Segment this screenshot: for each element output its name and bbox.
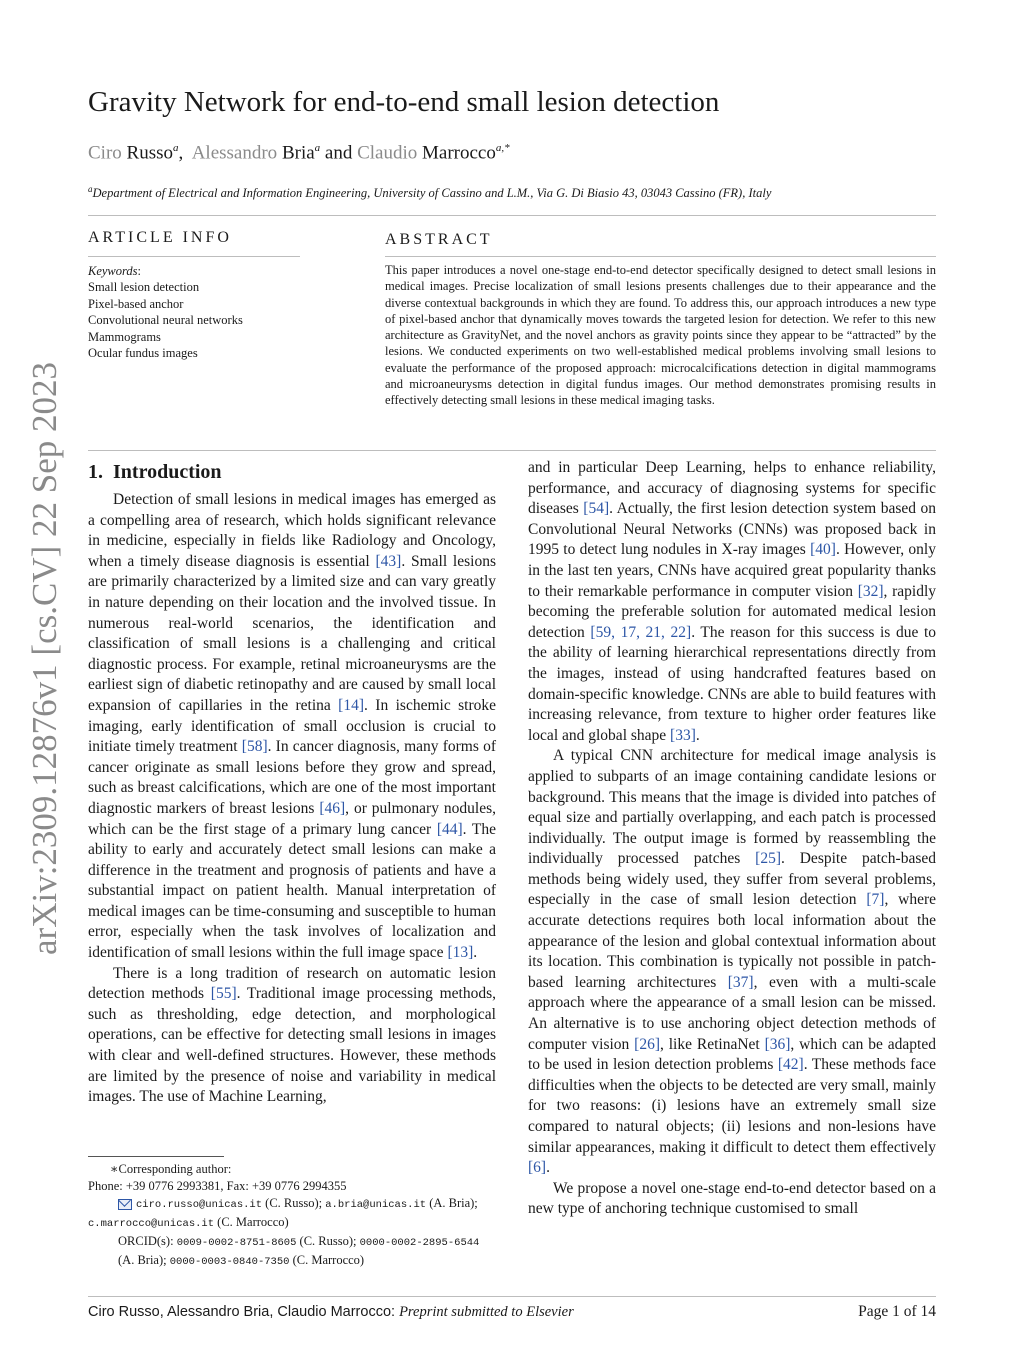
- citation-link[interactable]: [33]: [670, 726, 696, 744]
- citation-link[interactable]: [26]: [634, 1035, 660, 1053]
- text-run: . Actually, the first lesion detection system based on Convolutional Neural Networks (CNNs) was proposed back in 1995 to detect lung nodules in X-ray images: [528, 500, 936, 559]
- citation-link[interactable]: [59, 17, 21, 22]: [590, 623, 692, 641]
- keyword-item: Small lesion detection: [88, 280, 200, 295]
- article-info-rule: [88, 256, 300, 257]
- author-3-family: Marrocco: [422, 142, 496, 164]
- author-3-sup: a,*: [495, 142, 510, 154]
- keyword-item: Ocular fundus images: [88, 346, 198, 361]
- footnote-mark: ∗: [110, 1162, 119, 1176]
- email-owner: (C. Russo);: [262, 1196, 326, 1210]
- affiliation-text: Department of Electrical and Information Engineering, University of Cassino and L.M., Via G. Di Biasio 43, 03043 Cassino (FR), Italy: [92, 186, 772, 201]
- text-run: , which can be adapted to be used in lesion detection problems: [528, 1035, 936, 1074]
- text-run: , like RetinaNet: [660, 1035, 765, 1053]
- email-icon: [118, 1199, 132, 1210]
- citation-link[interactable]: [13]: [447, 944, 474, 962]
- body-paragraph: [88, 964, 496, 1108]
- citation-link[interactable]: [7]: [866, 891, 885, 909]
- citation-link[interactable]: [40]: [810, 541, 836, 559]
- orcid-link[interactable]: 0000-0003-0840-7350: [169, 1256, 290, 1268]
- footer-author-names: Ciro Russo, Alessandro Bria, Claudio Marrocco:: [88, 1304, 400, 1320]
- citation-link[interactable]: [58]: [241, 738, 268, 756]
- abstract-text: This paper introduces a novel one-stage end-to-end detector specifically designed to detect small lesions in medical images. Precise localization of small lesions presents challenges due to their appearance and the diverse contextual backgrounds in which they are found. To address this, our approach introduces a new type of pixel-based anchor that dynamically moves towards the targeted lesion for detection. We refer to this new architecture as GravityNet, and the novel anchors as gravity points since they appear to be “attracted” by the lesions. We conducted experiments on two well-established medical problems involving small lesions to evaluate the performance of the proposed approach: microcalcifications detection in digital mammograms and microaneurysms detection in digital fundus images. Our method demonstrates promising results in effectively detecting small lesions in these medical imaging tasks.: [385, 263, 936, 408]
- text-run: . The reason for this success is due to the ability of learning hierarchical representations directly from the images, instead of using handcrafted features based on domain-specific knowledge. CNNs are able to build features with increasing relevance, from texture to higher order features like local and global shape: [528, 623, 936, 744]
- section-heading: [88, 461, 222, 484]
- orcid-link[interactable]: 0000-0002-2895-6544: [359, 1237, 480, 1249]
- citation-link[interactable]: [43]: [375, 552, 402, 570]
- author-2-sup: a: [314, 142, 321, 154]
- citation-link[interactable]: [14]: [338, 696, 364, 714]
- text-run: There is a long tradition of research on automatic lesion detection methods: [88, 964, 496, 1003]
- text-run: Detection of small lesions in medical images has emerged as a compelling area of research, which holds significant relevance in medicine, especially in fields like Radiology and Oncology, when a timely disease diagnosis is essential: [88, 491, 496, 570]
- author-1-sup: a: [173, 142, 179, 154]
- left-column: [88, 490, 496, 1108]
- orcid-owner: (C. Russo);: [296, 1234, 360, 1248]
- citation-link[interactable]: [55]: [210, 985, 237, 1003]
- abstract-divider: [88, 450, 936, 451]
- text-run: , rapidly becoming the preferable solution for automated medical lesion detection: [528, 582, 937, 641]
- author-2-given: Alessandro: [191, 142, 278, 164]
- header-divider: [88, 215, 936, 216]
- paper-title: Gravity Network for end-to-end small lesion detection: [88, 86, 720, 118]
- corresponding-author: Corresponding author:: [118, 1162, 232, 1176]
- author-2-family: Bria: [281, 142, 315, 164]
- email-link[interactable]: a.bria@unicas.it: [325, 1199, 427, 1211]
- text-run: . However, only in the last ten years, CNNs have acquired great popularity thanks to their remarkable performance in computer vision: [528, 541, 936, 600]
- orcid-owner: (A. Bria);: [118, 1253, 170, 1267]
- keyword-item: Convolutional neural networks: [88, 313, 243, 328]
- page-number: Page 1 of 14: [858, 1303, 936, 1320]
- phone-fax: Phone: +39 0776 2993381, Fax: +39 0776 2994355: [88, 1179, 347, 1193]
- affiliation-sup: a: [88, 184, 93, 194]
- footnote: [88, 1161, 496, 1271]
- text-run: .: [695, 726, 700, 744]
- text-run: . Despite patch-based methods being widely used, they suffer from several problems, especially in the case of small lesion detection: [528, 850, 936, 909]
- affiliation: [88, 184, 771, 201]
- orcid-owner: (C. Marrocco): [289, 1253, 365, 1267]
- text-run: . Small lesions are primarily characterized by a limited size and can vary greatly in nature depending on their location and the involved tissue. In numerous real-world scenarios, the identification and classification of small lesions is a challenging and critical diagnostic process. For example, retinal microaneurysms are the earliest sign of diabetic retinopathy and are caused by small local expansion of capillaries in the retina: [88, 552, 496, 714]
- arxiv-identifier: arXiv:2309.12876v1 [cs.CV] 22 Sep 2023: [25, 361, 64, 955]
- body-paragraph: [528, 1179, 936, 1220]
- citation-link[interactable]: [42]: [777, 1056, 804, 1074]
- citation-link[interactable]: [37]: [727, 973, 754, 991]
- section-title: Introduction: [113, 461, 222, 483]
- text-run: .: [473, 944, 478, 962]
- footnote-rule: [88, 1156, 224, 1157]
- author-3-given: Claudio: [357, 142, 418, 164]
- text-run: , where accurate detections requires both local information about the appearance of the lesion and global contextual information about its location. This combination is typically not possible in patch-based learning architectures: [528, 891, 936, 991]
- citation-link[interactable]: [25]: [755, 850, 781, 868]
- text-run: A typical CNN architecture for medical image analysis is applied to subparts of an image containing candidate lesions or background. This means that the image is divided into patches of equal size and partially overlapping, and each patch is processed individually. The output image is formed by reassembling the individually processed patches: [528, 747, 936, 868]
- keywords-colon: :: [137, 264, 142, 278]
- citation-link[interactable]: [46]: [319, 799, 346, 817]
- text-run: .: [546, 1159, 550, 1177]
- email-owner: (A. Bria);: [426, 1196, 478, 1210]
- keywords-label: Keywords: [88, 264, 138, 278]
- author-1-given: Ciro: [88, 142, 122, 164]
- text-run: . The ability to early and accurately detect small lesions can make a difference in the treatment and prognosis of patients and have a substantial impact on patient health. Manual interpretation of medical images can be time-consuming and susceptible to human error, especially when the task involves of localization and identification of small lesions within the full image space: [88, 820, 496, 962]
- keyword-item: Mammograms: [88, 329, 161, 344]
- body-paragraph: [528, 458, 936, 746]
- text-run: . In cancer diagnosis, many forms of cancer originate as small lesions before they grow and spread, such as breast calcifications, which are one of the most important diagnostic markers of breast lesions: [88, 738, 496, 817]
- author-list: [88, 142, 510, 164]
- text-run: We propose a novel one-stage end-to-end detector based on a new type of anchoring technique customised to small: [528, 1179, 936, 1218]
- body-paragraph: [528, 746, 936, 1178]
- text-run: . In ischemic stroke imaging, early identification of small occlusion is crucial to initiate timely treatment: [88, 696, 496, 756]
- body-paragraph: [88, 490, 496, 964]
- citation-link[interactable]: [32]: [857, 582, 884, 600]
- footer-divider: [88, 1296, 936, 1297]
- section-number: 1.: [88, 461, 103, 483]
- citation-link[interactable]: [6]: [528, 1159, 547, 1177]
- text-run: , even with a multi-scale approach where the appearance of a small lesion can be missed. An alternative is to use anchoring object detection methods of computer vision: [528, 973, 937, 1053]
- email-owner: (C. Marrocco): [214, 1215, 289, 1229]
- orcid-label: ORCID(s):: [118, 1234, 177, 1248]
- keywords-block: [88, 263, 298, 361]
- citation-link[interactable]: [44]: [436, 820, 463, 838]
- citation-link[interactable]: [54]: [583, 500, 610, 518]
- footer-authors: [88, 1304, 574, 1321]
- text-run: , or pulmonary nodules, which can be the first stage of a primary lung cancer: [88, 799, 496, 838]
- keyword-item: Pixel-based anchor: [88, 296, 184, 311]
- text-run: and in particular Deep Learning, helps to enhance reliability, performance, and accuracy of diagnosing systems for specific diseases: [528, 459, 936, 518]
- abstract-rule: [385, 256, 936, 257]
- right-column: [528, 458, 936, 1220]
- author-separator: ,: [178, 142, 184, 164]
- text-run: . These methods face difficulties when the objects to be detected are very small, mainly for two reasons: (i) lesions have an extremely small size compared to natural objects; (ii) lesions and non-lesions have similar appearances, making it difficult to detect them effectively: [528, 1056, 936, 1156]
- citation-link[interactable]: [36]: [764, 1035, 791, 1053]
- article-info-heading: ARTICLE INFO: [88, 229, 232, 246]
- email-link[interactable]: ciro.russo@unicas.it: [136, 1199, 263, 1211]
- orcid-link[interactable]: 0009-0002-8751-8605: [176, 1237, 297, 1249]
- footer-preprint: Preprint submitted to Elsevier: [399, 1304, 574, 1320]
- author-1-family: Russo: [126, 142, 173, 164]
- text-run: . Traditional image processing methods, such as thresholding, edge detection, and morphological operations, can be effective for detecting small lesions in images with clear and well-defined structures. However, these methods are limited by the presence of noise and variability in medical images. The use of Machine Learning,: [88, 985, 496, 1106]
- author-and: and: [324, 142, 353, 164]
- abstract-heading: ABSTRACT: [385, 231, 493, 248]
- email-link[interactable]: c.marrocco@unicas.it: [88, 1218, 215, 1230]
